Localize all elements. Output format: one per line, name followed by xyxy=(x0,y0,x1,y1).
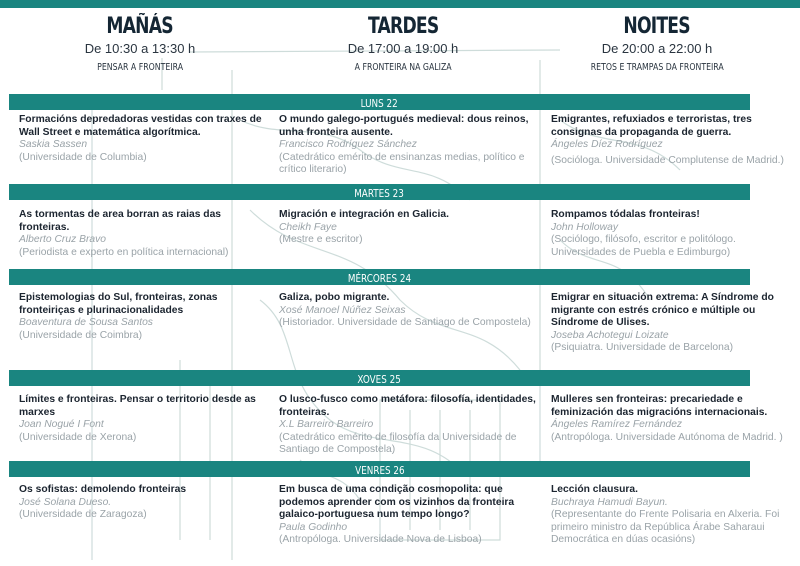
day-bar-mercores xyxy=(9,269,750,285)
session-affiliation: (Universidade de Xerona) xyxy=(19,431,137,443)
session-speaker: Boaventura de Sousa Santos xyxy=(19,317,153,328)
column-time: De 17:00 a 19:00 h xyxy=(347,41,459,56)
column-subtitle: RETOS E TRAMPAS DA FRONTEIRA xyxy=(590,62,724,73)
session-affiliation: (Representante do Frente Polisaria en Alxeria. Foi primeiro ministro da República Árabe Saharaui Democrática en dúas ocasións) xyxy=(551,509,780,545)
session-mercores-night xyxy=(551,292,796,355)
session-title: Os sofistas: demolendo fronteiras xyxy=(19,484,187,495)
session-luns-morning xyxy=(19,114,269,164)
session-martes-afternoon xyxy=(279,209,529,247)
column-time: De 20:00 a 22:00 h xyxy=(601,41,713,56)
session-title: Migración e integración en Galicia. xyxy=(279,209,449,220)
top-accent-bar xyxy=(0,0,800,8)
session-luns-afternoon xyxy=(279,114,537,177)
session-title: Formacións depredadoras vestidas con traxes de Wall Street e matemática algorítmica. xyxy=(19,114,262,138)
session-affiliation: (Mestre e escritor) xyxy=(279,234,363,245)
session-affiliation: (Periodista e experto en política internacional) xyxy=(19,246,229,258)
session-martes-night xyxy=(551,209,766,259)
session-speaker: Cheikh Faye xyxy=(279,221,337,233)
session-title: Lección clausura. xyxy=(551,484,638,495)
header-column-nights xyxy=(527,14,787,75)
session-title: O lusco-fusco como metáfora: filosofía, identidades, fronteiras. xyxy=(279,394,536,418)
session-speaker: Saskia Sassen xyxy=(19,139,88,150)
day-label: MÉRCORES 24 xyxy=(347,272,412,285)
session-speaker: Ángeles Ramírez Fernández xyxy=(551,419,683,430)
day-label: VENRES 26 xyxy=(354,464,405,477)
column-time: De 10:30 a 13:30 h xyxy=(84,41,196,56)
session-mercores-morning xyxy=(19,292,244,342)
header-column-afternoons xyxy=(273,14,533,75)
session-speaker: X.L Barreiro Barreiro xyxy=(279,419,374,430)
column-subtitle: A FRONTEIRA NA GALIZA xyxy=(354,62,452,73)
session-title: Límites e fronteiras. Pensar o territorio desde as marxes xyxy=(19,394,256,418)
session-luns-night xyxy=(551,114,791,167)
session-speaker: Ángeles Díez Rodríguez xyxy=(551,139,663,150)
session-affiliation: (Antropóloga. Universidade Nova de Lisboa) xyxy=(279,534,482,545)
session-xoves-night xyxy=(551,394,796,444)
column-title: TARDES xyxy=(367,14,439,39)
session-title: O mundo galego-portugués medieval: dous reinos, unha fronteira ausente. xyxy=(279,114,529,138)
session-speaker: Buchraya Hamudi Bayun. xyxy=(551,496,668,508)
session-mercores-afternoon xyxy=(279,292,539,330)
header-column-mornings xyxy=(10,14,270,75)
session-affiliation: (Psiquiatra. Universidade de Barcelona) xyxy=(551,342,734,353)
session-speaker: Joseba Achotegui Loizate xyxy=(551,329,669,341)
session-venres-night xyxy=(551,484,796,547)
session-title: Emigrantes, refuxiados e terroristas, tres consignas da propaganda de guerra. xyxy=(551,114,752,138)
session-speaker: Xosé Manoel Núñez Seixas xyxy=(279,304,406,316)
session-title: Galiza, pobo migrante. xyxy=(279,292,390,303)
session-title: Rompamos tódalas fronteiras! xyxy=(551,209,700,220)
column-title: MAÑÁS xyxy=(106,14,174,39)
session-title: As tormentas de area borran as raias das fronteiras. xyxy=(19,209,222,233)
session-speaker: Francisco Rodríguez Sánchez xyxy=(279,139,417,150)
column-subtitle: PENSAR A FRONTEIRA xyxy=(97,62,183,73)
session-speaker: Joan Nogué I Font xyxy=(19,419,104,430)
session-title: Mulleres sen fronteiras: precariedade e feminización das migracións internacionais. xyxy=(551,394,768,418)
session-speaker: Paula Godinho xyxy=(279,521,348,533)
session-venres-morning xyxy=(19,484,269,522)
day-bar-xoves xyxy=(9,370,750,386)
session-title: Emigrar en situación extrema: A Síndrome do migrante con estrés crónico e múltiple ou Síndrome de Ulises. xyxy=(551,292,774,328)
session-affiliation: (Catedrático emérito de ensinanzas medias, político e crítico literario) xyxy=(279,151,525,175)
session-title: Em busca de uma condição cosmopolita: que podemos aprender com os vizinhos da fronteira galaico-portuguesa num tempo longo? xyxy=(279,484,515,520)
schedule-header xyxy=(0,14,800,94)
session-speaker: José Solana Dueso. xyxy=(19,496,112,508)
session-affiliation: (Universidade de Columbia) xyxy=(19,151,147,163)
session-affiliation: (Universidade de Zaragoza) xyxy=(19,509,147,520)
session-speaker: Alberto Cruz Bravo xyxy=(19,234,106,245)
day-bar-venres xyxy=(9,461,750,477)
session-affiliation: (Universidade de Coimbra) xyxy=(19,329,143,341)
session-venres-afternoon xyxy=(279,484,519,547)
column-title: NOITES xyxy=(623,14,691,39)
day-label: LUNS 22 xyxy=(360,97,399,110)
session-affiliation: (Antropóloga. Universidade Autónoma de Madrid. ) xyxy=(551,431,783,443)
session-affiliation: (Socióloga. Universidade Complutense de Madrid.) xyxy=(551,154,784,166)
session-martes-morning xyxy=(19,209,244,259)
session-title: Epistemologias do Sul, fronteiras, zonas fronteiriças e plurinacionalidades xyxy=(19,292,218,316)
day-bar-martes xyxy=(9,184,750,200)
session-xoves-afternoon xyxy=(279,394,539,457)
session-affiliation: (Historiador. Universidade de Santiago de Compostela) xyxy=(279,317,531,328)
day-bar-luns xyxy=(9,94,750,110)
day-label: MARTES 23 xyxy=(354,187,405,200)
session-speaker: John Holloway xyxy=(551,221,618,233)
session-affiliation: (Sociólogo, filósofo, escritor e politólogo. Universidades de Puebla e Edimburgo) xyxy=(551,234,736,258)
session-xoves-morning xyxy=(19,394,264,444)
session-affiliation: (Catedrático emérito de filosofía da Universidade de Santiago de Compostela) xyxy=(279,431,517,455)
day-label: XOVES 25 xyxy=(357,373,402,386)
